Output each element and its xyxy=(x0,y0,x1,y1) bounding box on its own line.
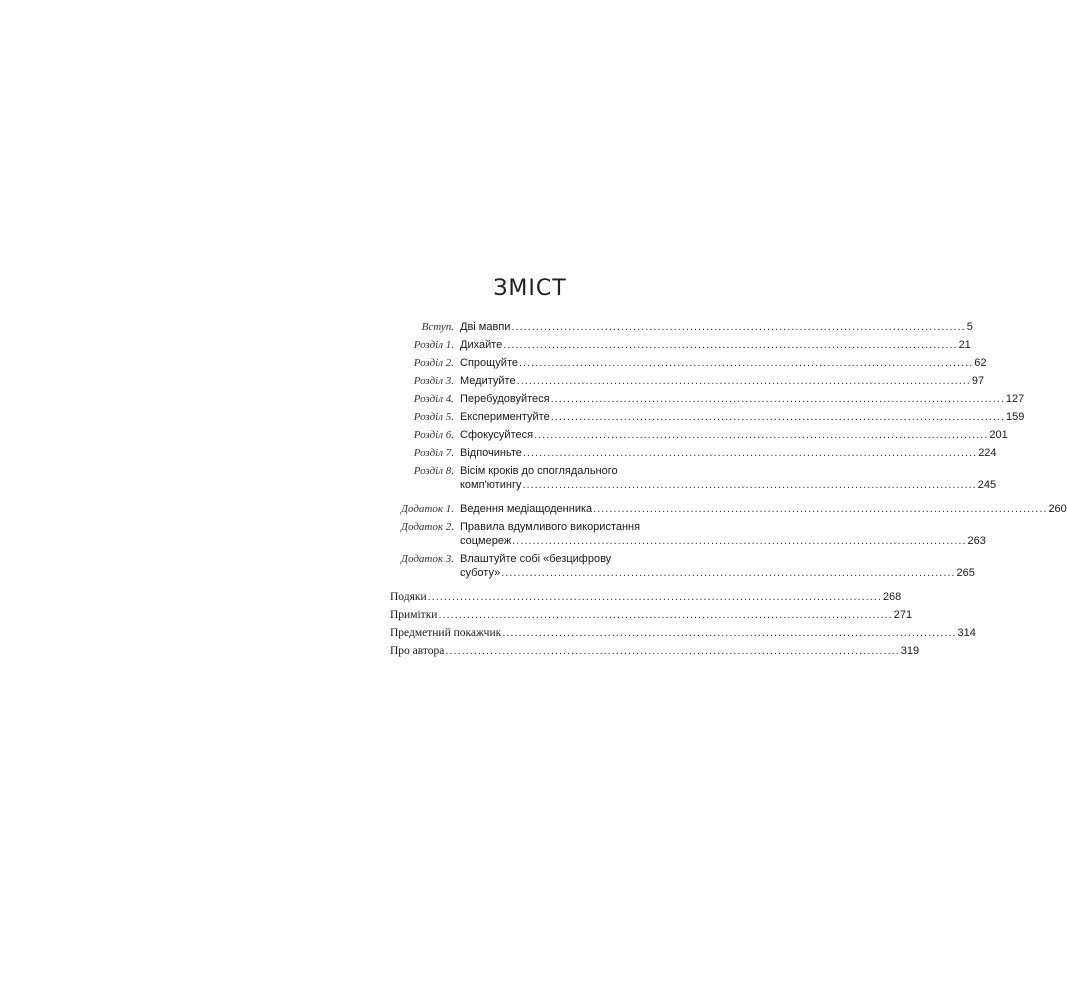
dot-leader xyxy=(593,502,1047,516)
toc-entry-label: Додаток 1. xyxy=(400,503,454,515)
toc-entry-chapter-7[interactable] xyxy=(390,446,997,460)
toc-entry-page: 21 xyxy=(958,339,971,351)
toc-entry-label: Розділ 1. xyxy=(413,339,454,351)
toc-entry-title: Дихайте xyxy=(460,339,503,351)
toc-entry-label: Вступ. xyxy=(421,321,454,333)
dot-leader xyxy=(428,590,882,604)
toc-entry-label: Розділ 6. xyxy=(413,429,454,441)
toc-entry-page: 159 xyxy=(1006,411,1025,423)
toc-entry-page: 314 xyxy=(957,627,976,639)
toc-entry-title-line-1: Правила вдумливого використання xyxy=(460,521,641,533)
toc-entry-appendix-1[interactable] xyxy=(390,502,1067,516)
dot-leader xyxy=(551,392,1005,406)
toc-entry-page: 201 xyxy=(989,429,1008,441)
toc-entry-label: Розділ 4. xyxy=(413,393,454,405)
toc-entry-label: Розділ 8. xyxy=(413,465,454,477)
toc-entry-page: 319 xyxy=(900,645,920,657)
dot-leader xyxy=(438,608,892,622)
toc-entry-page: 62 xyxy=(974,357,987,369)
toc-entry-appendix-3[interactable] xyxy=(390,552,975,580)
dot-leader xyxy=(522,478,976,492)
toc-entry-chapter-6[interactable] xyxy=(390,428,1008,442)
toc-entry-page: 127 xyxy=(1005,393,1025,405)
toc-entry-index[interactable] xyxy=(390,626,976,640)
toc-entry-title: Сфокусуйтеся xyxy=(460,429,534,441)
toc-entry-title: Спрощуйте xyxy=(460,357,518,369)
dot-leader xyxy=(519,356,973,370)
page-title: ЗМІСТ xyxy=(493,276,567,301)
toc-entry-page: 5 xyxy=(966,321,973,333)
toc-entry-page: 224 xyxy=(978,447,997,459)
dot-leader xyxy=(445,644,899,658)
toc-entry-chapter-3[interactable] xyxy=(390,374,985,388)
dot-leader xyxy=(503,338,957,352)
dot-leader xyxy=(501,566,955,580)
toc-entry-title: Примітки xyxy=(390,609,438,621)
toc-entry-page: 260 xyxy=(1048,503,1067,515)
toc-entry-title: Про автора xyxy=(390,645,445,657)
dot-leader xyxy=(517,374,971,388)
toc-entry-title: Подяки xyxy=(390,591,427,603)
toc-entry-about-author[interactable] xyxy=(390,644,920,658)
toc-entry-page: 265 xyxy=(956,567,975,579)
dot-leader xyxy=(511,320,965,334)
toc-entry-title: Відпочиньте xyxy=(460,447,522,459)
toc-entry-chapter-8[interactable] xyxy=(390,464,997,492)
toc-entry-title: Дві мавпи xyxy=(460,321,511,333)
toc-entry-title-line-2: комп'ютингу xyxy=(460,479,522,491)
toc-entry-label: Розділ 2. xyxy=(413,357,454,369)
toc-entry-label: Розділ 3. xyxy=(413,375,454,387)
dot-leader xyxy=(523,446,977,460)
toc-entry-chapter-1[interactable] xyxy=(390,338,971,352)
toc-entry-title-line-1: Вісім кроків до споглядального xyxy=(460,465,618,477)
toc-entry-title: Предметний покажчик xyxy=(390,627,502,639)
toc-entry-title: Ведення медіащоденника xyxy=(460,503,593,515)
toc-entry-page: 97 xyxy=(971,375,985,387)
toc-entry-chapter-2[interactable] xyxy=(390,356,987,370)
toc-entry-title: Перебудовуйтеся xyxy=(460,393,550,405)
toc-entry-appendix-2[interactable] xyxy=(390,520,986,548)
toc-entry-label: Додаток 2. xyxy=(400,521,454,533)
toc-entry-acknowledgements[interactable] xyxy=(390,590,902,604)
toc-entry-chapter-4[interactable] xyxy=(390,392,1025,406)
toc-entry-title: Медитуйте xyxy=(460,375,516,387)
toc-entry-label: Додаток 3. xyxy=(400,553,454,565)
dot-leader xyxy=(551,410,1005,424)
toc-entry-title: Експериментуйте xyxy=(460,411,550,423)
toc-entry-page: 268 xyxy=(882,591,902,603)
toc-entry-chapter-5[interactable] xyxy=(390,410,1025,424)
toc-entry-label: Розділ 7. xyxy=(413,447,454,459)
toc-entry-page: 263 xyxy=(967,535,986,547)
toc-entry-page: 245 xyxy=(977,479,997,491)
toc-entry-title-line-2: суботу» xyxy=(460,567,501,579)
toc-entry-title-line-2: соцмереж xyxy=(460,535,512,547)
toc-entry-label: Розділ 5. xyxy=(413,411,454,423)
dot-leader xyxy=(512,534,966,548)
toc-entry-intro[interactable] xyxy=(390,320,973,334)
toc-entry-page: 271 xyxy=(893,609,913,621)
dot-leader xyxy=(534,428,988,442)
toc-entry-notes[interactable] xyxy=(390,608,913,622)
table-of-contents xyxy=(390,320,1067,662)
dot-leader xyxy=(502,626,956,640)
toc-entry-title-line-1: Влаштуйте собі «безцифрову xyxy=(460,553,612,565)
